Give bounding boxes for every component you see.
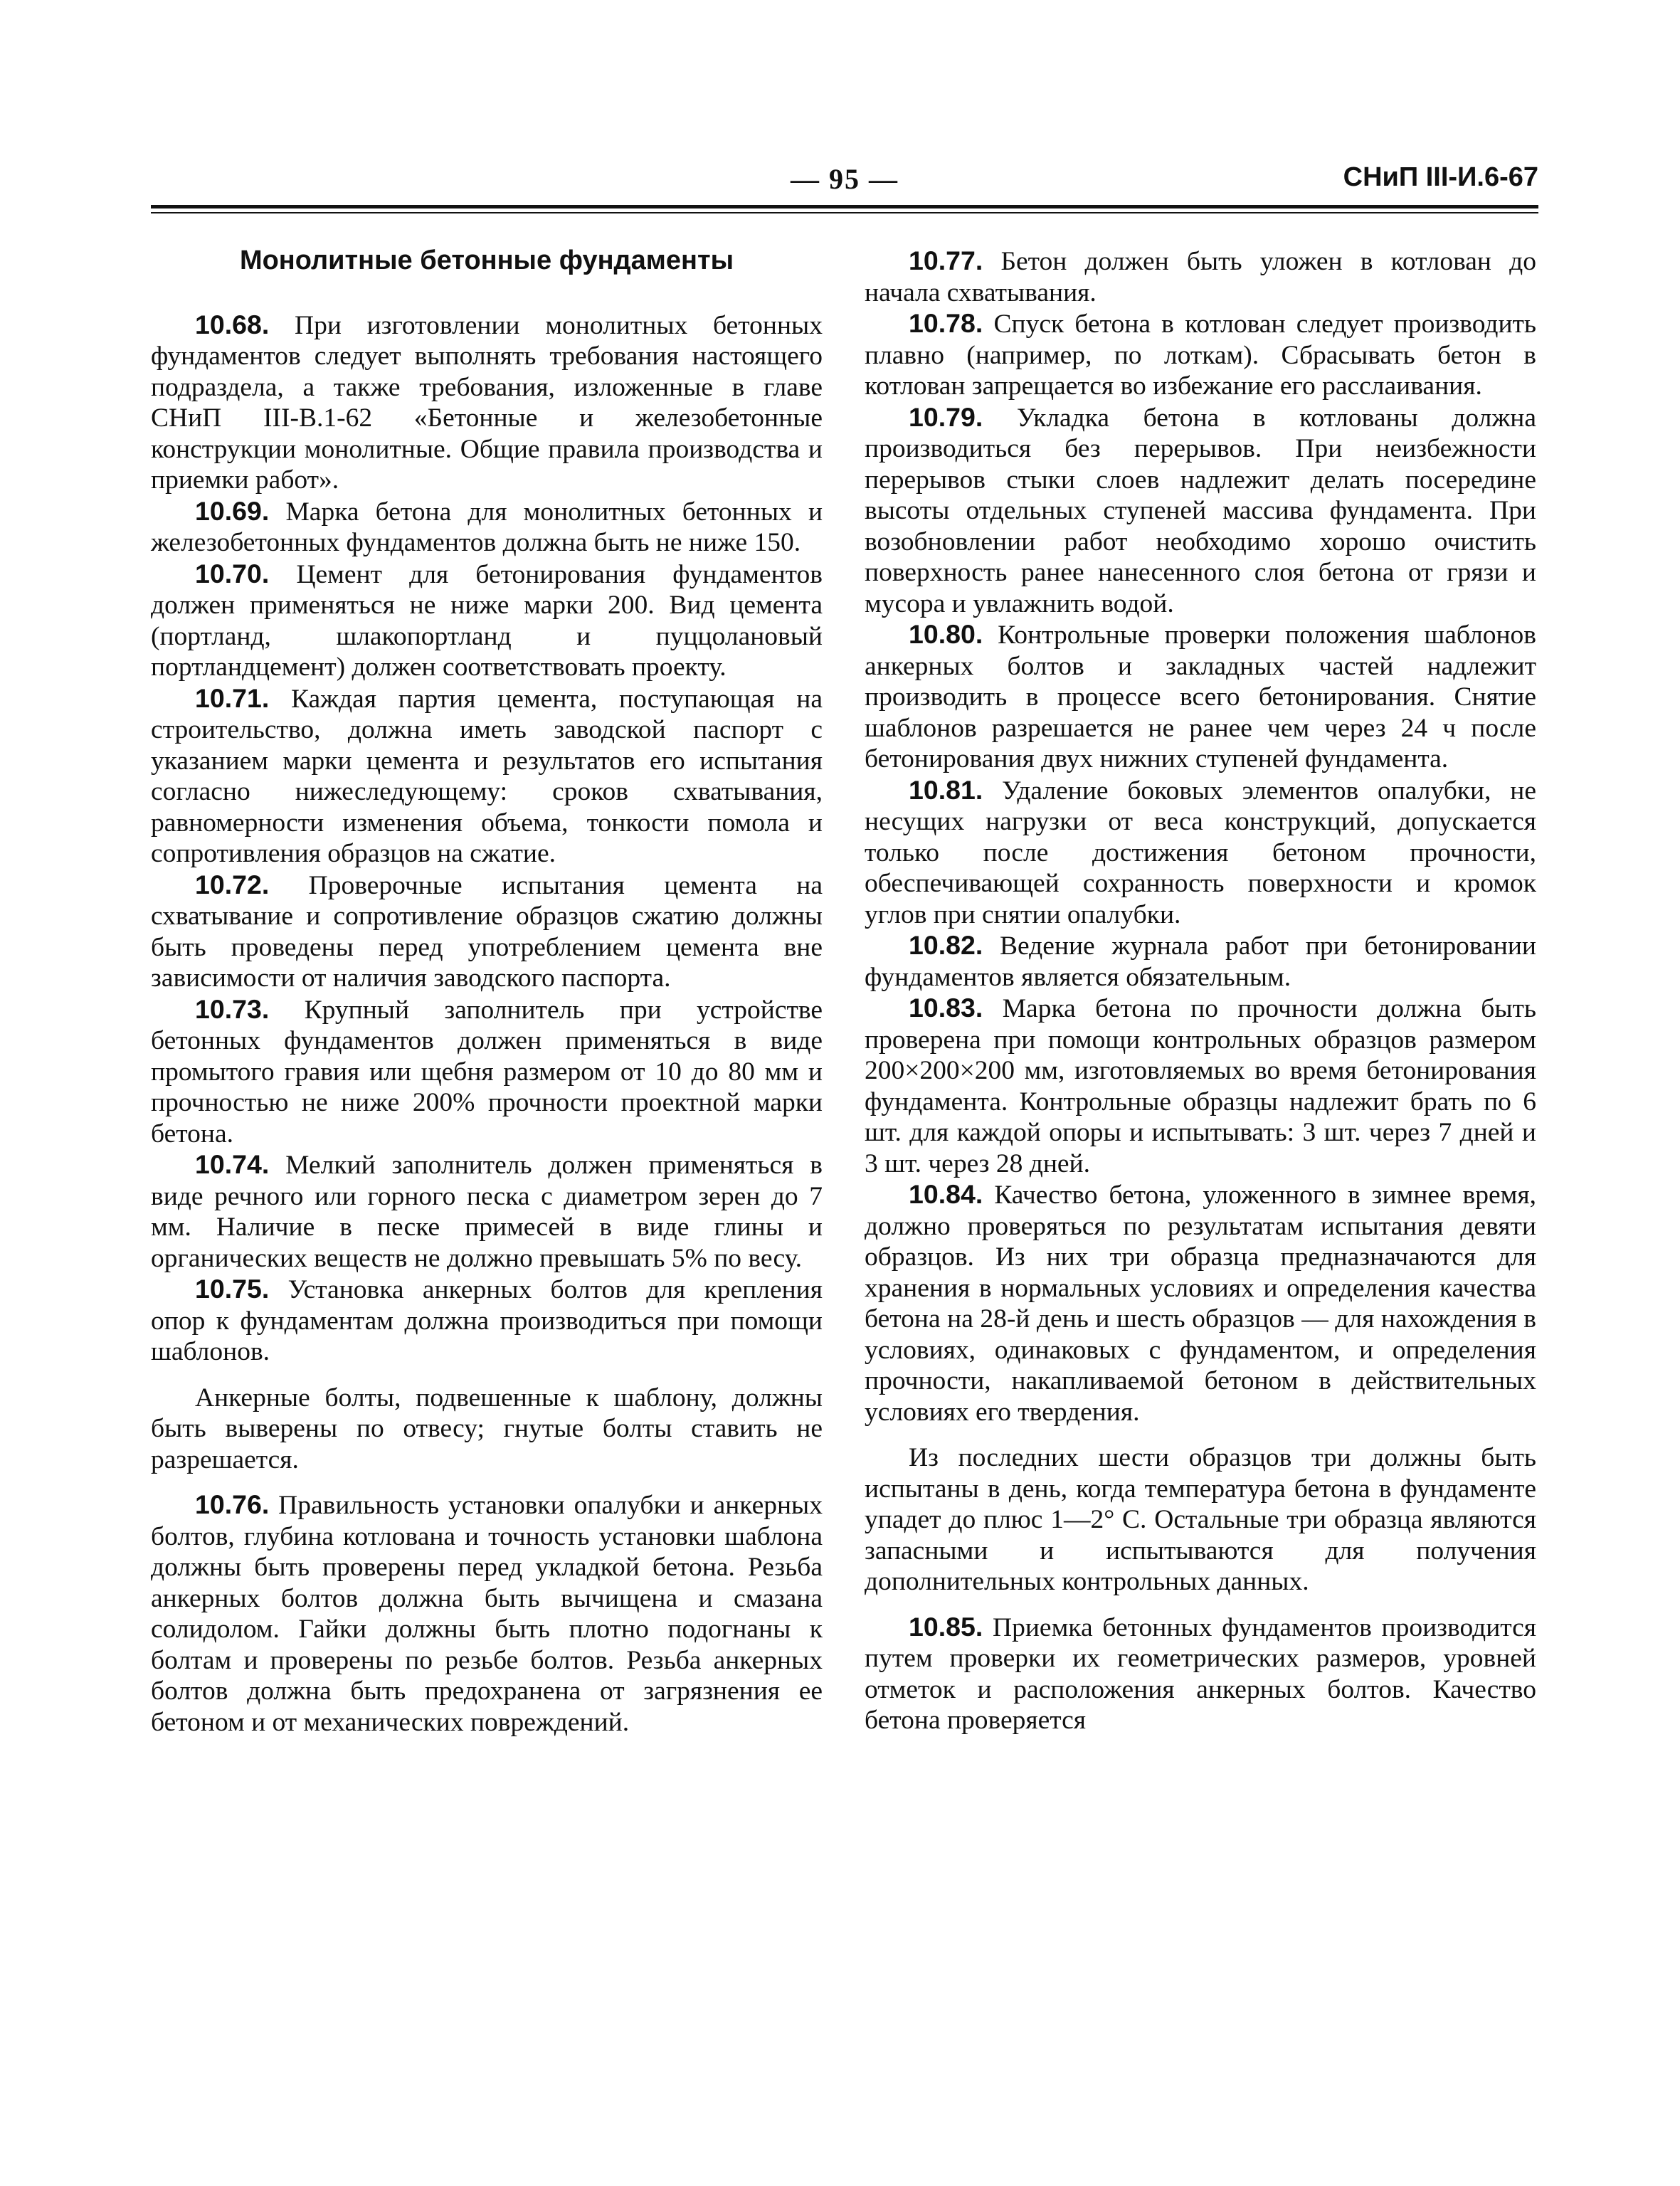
paragraph-text: Каждая партия цемента, поступающая на строительство, должна иметь заводской паспорт с указанием марки цемента и результатов его испытания согласно нижеследующему: сроков схватывания, равномерности изменения объема, тонкости помола и сопротивления образцов на сжатие. — [151, 684, 823, 868]
header-rule-thick — [151, 205, 1538, 208]
paragraph — [865, 1612, 1536, 1736]
paragraph — [151, 683, 823, 870]
clause-number: 10.77. — [909, 245, 983, 275]
paragraph — [865, 930, 1536, 993]
paragraph — [151, 1382, 823, 1476]
clause-number: 10.72. — [195, 869, 270, 899]
clause-number: 10.82. — [909, 930, 983, 960]
paragraph — [865, 245, 1536, 308]
right-column — [865, 245, 1536, 1736]
paragraph-text: Укладка бетона в котлованы должна производиться без перерывов. При неизбежности перерывов стыки слоев надлежит делать посередине высоты отдельных ступеней массива фундамента. При возобновлении работ необходимо хорошо очистить поверхность ранее нанесенного слоя бетона от грязи и мусора и увлажнить водой. — [865, 403, 1536, 618]
paragraph-text: Качество бетона, уложенного в зимнее время, должно проверяться по результатам испытания девяти образцов. Из них три образца предназначаются для хранения в нормальных условиях и определения качества бетона на 28-й день и шесть образцов — для нахождения в условиях, одинаковых с фундаментом, и определения прочности, накапливаемой бетоном в действительных условиях его твердения. — [865, 1181, 1536, 1427]
clause-number: 10.79. — [909, 401, 983, 432]
paragraph — [151, 310, 823, 496]
paragraph — [151, 559, 823, 683]
clause-number: 10.74. — [195, 1149, 270, 1179]
paragraph — [151, 1274, 823, 1368]
paragraph — [865, 402, 1536, 620]
clause-number: 10.80. — [909, 619, 983, 649]
paragraph-text: Анкерные болты, подвешенные к шаблону, должны быть выверены по отвесу; гнутые болты ставить не разрешается. — [151, 1383, 823, 1474]
document-code: СНиП III-И.6-67 — [1343, 162, 1538, 192]
clause-number: 10.76. — [195, 1489, 270, 1519]
paragraph — [151, 994, 823, 1150]
clause-number: 10.71. — [195, 682, 270, 713]
paragraph-text: Приемка бетонных фундаментов производится путем проверки их геометрических размеров, уровней отметок и расположения анкерных болтов. Качество бетона проверяется — [865, 1612, 1536, 1735]
paragraph — [865, 619, 1536, 775]
clause-number: 10.85. — [909, 1611, 983, 1642]
paragraph-text: Из последних шести образцов три должны быть испытаны в день, когда температура бетона в фундаменте упадет до плюс 1—2° С. Остальные три образца являются запасными и испытываются для получения дополнительных контрольных данных. — [865, 1443, 1536, 1596]
clause-number: 10.75. — [195, 1274, 270, 1304]
paragraph-text: При изготовлении монолитных бетонных фундаментов следует выполнять требования настоящего подраздела, а также требования, изложенные в главе СНиП III-В.1-62 «Бетонные и железобетонные конструкции монолитные. Общие правила производства и приемки работ». — [151, 310, 823, 495]
clause-number: 10.69. — [195, 495, 270, 526]
paragraph-text: Марка бетона для монолитных бетонных и железобетонных фундаментов должна быть не ниже 150. — [151, 497, 823, 557]
clause-number: 10.81. — [909, 774, 983, 805]
page-number: — 95 — — [791, 163, 899, 195]
paragraph-text: Цемент для бетонирования фундаментов должен применяться не ниже марки 200. Вид цемента (портланд, шлакопортланд и пуццолановый портландцемент) должен соответствовать проекту. — [151, 559, 823, 682]
paragraph — [151, 1149, 823, 1274]
paragraph — [865, 993, 1536, 1179]
clause-number: 10.70. — [195, 558, 270, 588]
paragraph-text: Марка бетона по прочности должна быть проверена при помощи контрольных образцов размером 200×200×200 мм, изготовляемых во время бетонирования фундамента. Контрольные образцы надлежит брать по 6 шт. для каждой опоры и испытывать: 3 шт. через 7 дней и 3 шт. через 28 дней. — [865, 994, 1537, 1178]
paragraph — [865, 308, 1536, 402]
paragraph-text: Ведение журнала работ при бетонировании фундаментов является обязательным. — [865, 931, 1536, 992]
paragraph — [151, 1489, 823, 1738]
header-rule-thin — [151, 212, 1538, 213]
paragraph-text: Спуск бетона в котлован следует производить плавно (например, по лоткам). Сбрасывать бетон в котлован запрещается во избежание его расслаивания. — [865, 310, 1537, 401]
page-header — [151, 162, 1538, 208]
paragraph-text: Удаление боковых элементов опалубки, не несущих нагрузки от веса конструкций, допускается только после достижения бетоном прочности, обеспечивающей сохранность поверхности и кромок углов при снятии опалубки. — [865, 776, 1536, 929]
clause-number: 10.84. — [909, 1179, 983, 1209]
paragraph-text: Крупный заполнитель при устройстве бетонных фундаментов должен применяться в виде промытого гравия или щебня размером от 10 до 80 мм и прочностью не ниже 200% прочности проектной марки бетона. — [151, 995, 823, 1149]
clause-number: 10.68. — [195, 309, 270, 339]
paragraph — [865, 1442, 1536, 1598]
paragraph-text: Бетон должен быть уложен в котлован до начала схватывания. — [865, 247, 1536, 307]
paragraph-text: Контрольные проверки положения шаблонов анкерных болтов и закладных частей надлежит производить в процессе всего бетонирования. Снятие шаблонов разрешается не ранее чем через 24 ч после бетонирования двух нижних ступеней фундамента. — [865, 621, 1536, 773]
clause-number: 10.83. — [909, 993, 983, 1023]
paragraph-text: Установка анкерных болтов для крепления опор к фундаментам должна производиться при помощи шаблонов. — [151, 1275, 823, 1366]
paragraph — [151, 496, 823, 559]
paragraph-text: Правильность установки опалубки и анкерных болтов, глубина котлована и точность установки шаблона должны быть проверены перед укладкой бетона. Резьба анкерных болтов должна быть вычищена и смазана солидолом. Гайки должны быть плотно подогнаны к болтам и проверены по резьбе болтов. Резьба анкерных болтов должна быть предохранена от загрязнения ее бетоном и от механических повреждений. — [151, 1491, 823, 1737]
paragraph-text: Мелкий заполнитель должен применяться в виде речного или горного песка с диаметром зерен до 7 мм. Наличие в песке примесей в виде глины и органических веществ не должно превышать 5% по весу. — [151, 1151, 823, 1273]
section-heading: Монолитные бетонные фундаменты — [239, 245, 734, 275]
paragraph — [151, 870, 823, 994]
paragraph — [865, 775, 1536, 931]
left-column — [151, 245, 823, 1738]
clause-number: 10.73. — [195, 993, 270, 1024]
clause-number: 10.78. — [909, 308, 983, 338]
paragraph-text: Проверочные испытания цемента на схватывание и сопротивление образцов сжатию должны быть проведены перед употреблением цемента вне зависимости от наличия заводского паспорта. — [151, 870, 823, 993]
paragraph — [865, 1179, 1536, 1427]
